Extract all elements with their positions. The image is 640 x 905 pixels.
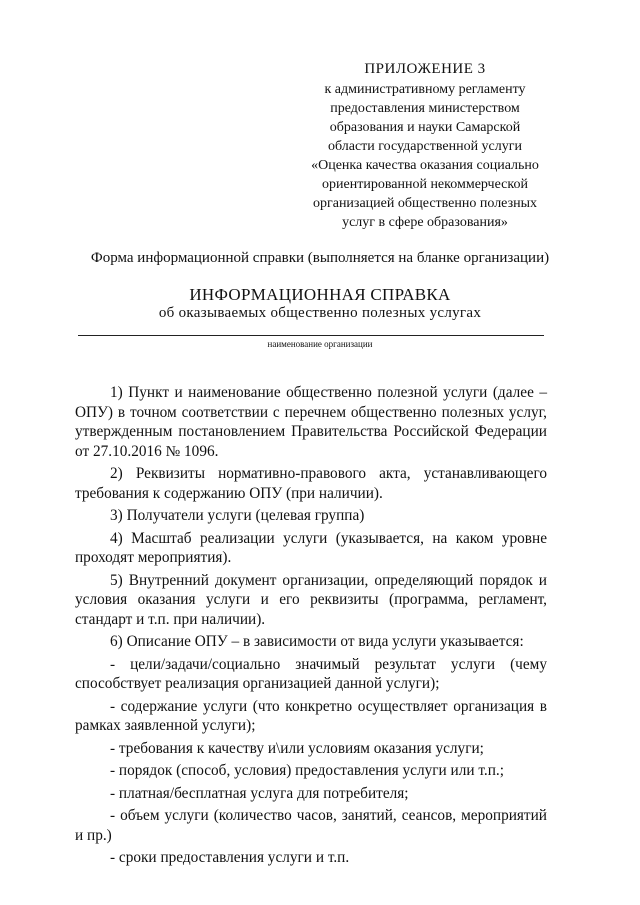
paragraph-item-2: 2) Реквизиты нормативно-правового акта, устанавливающего требования к содержанию ОПУ (при наличии). [75, 465, 547, 502]
list-item-volume: - объем услуги (количество часов, занятий, сеансов, мероприятий и пр.) [75, 807, 547, 844]
appendix-line: образования и науки Самарской [329, 120, 521, 135]
appendix-line: к административному регламенту [324, 82, 526, 97]
list-item-paid-free: - платная/бесплатная услуга для потребителя; [110, 784, 409, 802]
document-title: ИНФОРМАЦИОННАЯ СПРАВКА [189, 285, 451, 304]
appendix-line: «Оценка качества оказания социально [311, 158, 539, 173]
appendix-line: области государственной услуги [327, 139, 522, 154]
paragraph-item-4: 4) Масштаб реализации услуги (указывается, на каком уровне проходят мероприятия). [75, 529, 547, 566]
paragraph-item-6: 6) Описание ОПУ – в зависимости от вида услуги указывается: [110, 633, 524, 650]
list-item-content: - содержание услуги (что конкретно осуществляет организация в рамках заявленной услуги); [75, 697, 547, 734]
document-body [75, 383, 547, 868]
document-subtitle: об оказываемых общественно полезных услугах [158, 305, 482, 321]
organization-name-line [78, 335, 544, 336]
appendix-title: ПРИЛОЖЕНИЕ 3 [364, 61, 486, 77]
appendix-line: услуг в сфере образования» [342, 215, 508, 230]
list-item-procedure: - порядок (способ, условия) предоставления услуги или т.п.; [110, 762, 504, 779]
appendix-header [300, 60, 550, 232]
paragraph-item-3: 3) Получатели услуги (целевая группа) [110, 507, 365, 524]
list-item-quality: - требования к качеству и\или условиям оказания услуги; [110, 739, 484, 757]
form-note: Форма информационной справки (выполняется на бланке организации) [90, 250, 550, 266]
paragraph-item-1: 1) Пункт и наименование общественно полезной услуги (далее – ОПУ) в точном соответствии с перечнем общественно полезных услуг, утвержденным постановлением Правительства Российской Федерации от 27.10.2016 № 1096. [75, 384, 547, 460]
appendix-line: организацией общественно полезных [312, 196, 537, 211]
appendix-line: ориентированной некоммерческой [322, 177, 528, 192]
paragraph-item-5: 5) Внутренний документ организации, определяющий порядок и условия оказания услуги и его реквизиты (программа, регламент, стандарт и т.п. при наличии). [75, 571, 547, 628]
appendix-line: предоставления министерством [330, 101, 520, 116]
list-item-terms: - сроки предоставления услуги и т.п. [110, 849, 350, 866]
list-item-goals: - цели/задачи/социально значимый результат услуги (чему способствует реализация организацией данной услуги); [75, 655, 547, 692]
organization-name-caption: наименование организации [267, 339, 373, 349]
